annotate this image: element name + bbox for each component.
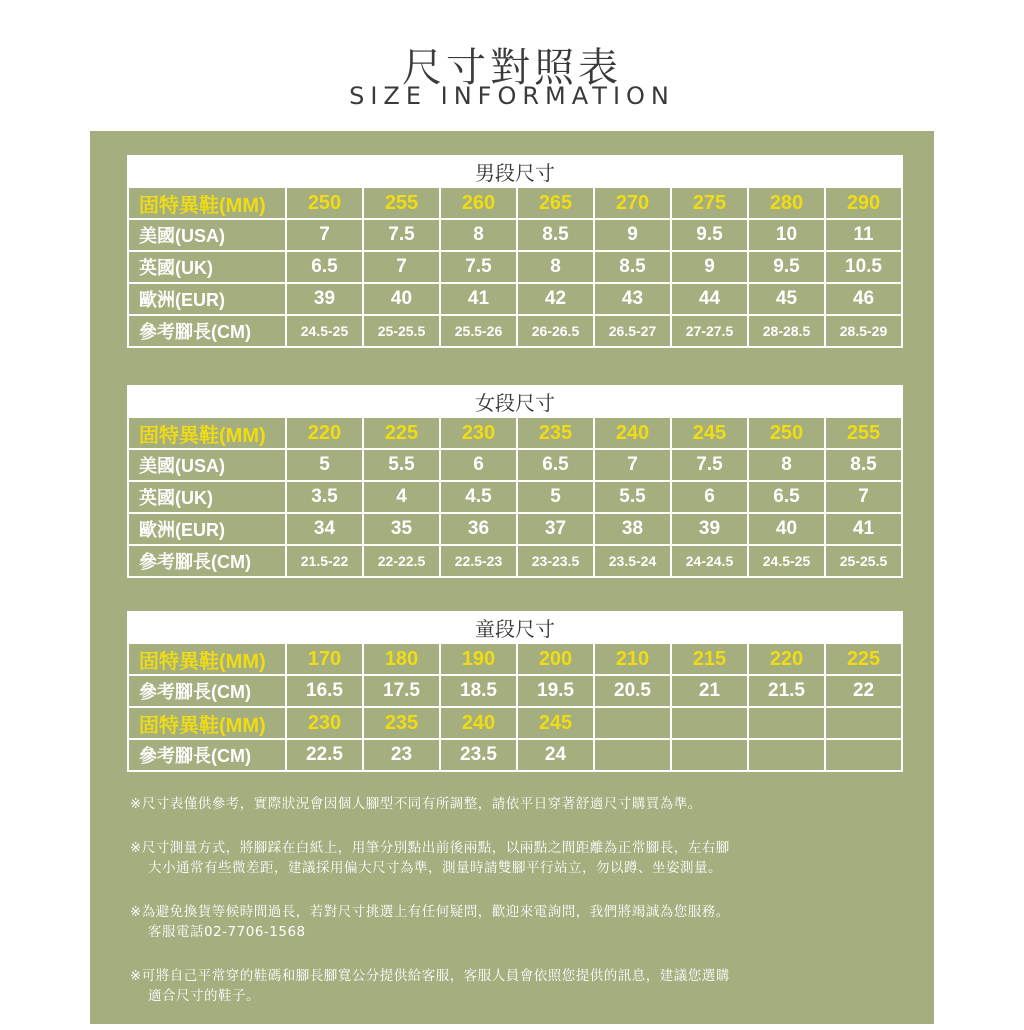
table-cell: 5 bbox=[286, 449, 363, 481]
table-cell: 235 bbox=[517, 417, 594, 449]
row-label: 英國(UK) bbox=[128, 481, 286, 513]
table-row bbox=[128, 481, 902, 513]
note-text: ※尺寸測量方式，將腳踩在白紙上，用筆分別點出前後兩點，以兩點之間距離為正常腳長，左右腳 bbox=[130, 840, 730, 856]
table-title: 男段尺寸 bbox=[128, 156, 902, 187]
table-cell: 11 bbox=[825, 219, 902, 251]
table-cell: 190 bbox=[440, 643, 517, 675]
table-cell: 280 bbox=[748, 187, 825, 219]
row-label: 參考腳長(CM) bbox=[128, 545, 286, 577]
table-cell bbox=[825, 739, 902, 771]
table-cell: 9 bbox=[671, 251, 748, 283]
table-cell: 10 bbox=[748, 219, 825, 251]
note-text: ※為避免換貨等候時間過長，若對尺寸挑選上有任何疑問，歡迎來電詢問，我們將竭誠為您服務。 bbox=[130, 904, 730, 920]
table-row bbox=[128, 449, 902, 481]
table-cell: 28.5-29 bbox=[825, 315, 902, 347]
table-cell: 18.5 bbox=[440, 675, 517, 707]
table-cell: 21.5-22 bbox=[286, 545, 363, 577]
table-cell: 39 bbox=[286, 283, 363, 315]
table-cell: 7 bbox=[594, 449, 671, 481]
table-cell: 6 bbox=[440, 449, 517, 481]
table-cell: 24.5-25 bbox=[748, 545, 825, 577]
table-cell: 250 bbox=[286, 187, 363, 219]
table-cell: 26-26.5 bbox=[517, 315, 594, 347]
table-cell: 26.5-27 bbox=[594, 315, 671, 347]
note-3 bbox=[130, 902, 890, 942]
table-cell: 8.5 bbox=[517, 219, 594, 251]
table-cell: 6.5 bbox=[748, 481, 825, 513]
women-size-table bbox=[127, 385, 903, 578]
table-row bbox=[128, 545, 902, 577]
table-row bbox=[128, 739, 902, 771]
table-cell: 22.5 bbox=[286, 739, 363, 771]
note-text: 客服電話02-7706-1568 bbox=[148, 924, 306, 940]
table-cell: 270 bbox=[594, 187, 671, 219]
table-cell: 17.5 bbox=[363, 675, 440, 707]
table-cell bbox=[671, 739, 748, 771]
table-cell: 24.5-25 bbox=[286, 315, 363, 347]
table-row bbox=[128, 417, 902, 449]
table-cell: 240 bbox=[440, 707, 517, 739]
table-cell: 240 bbox=[594, 417, 671, 449]
kids-size-table bbox=[127, 611, 903, 772]
note-text: ※尺寸表僅供參考，實際狀況會因個人腳型不同有所調整，請依平日穿著舒適尺寸購買為準。 bbox=[130, 796, 702, 812]
table-cell: 225 bbox=[363, 417, 440, 449]
table-cell: 8 bbox=[517, 251, 594, 283]
note-1 bbox=[130, 794, 890, 814]
table-cell: 39 bbox=[671, 513, 748, 545]
note-2 bbox=[130, 838, 890, 878]
table-row bbox=[128, 643, 902, 675]
row-label: 參考腳長(CM) bbox=[128, 675, 286, 707]
table-row bbox=[128, 219, 902, 251]
note-text: ※可將自己平常穿的鞋碼和腳長腳寬公分提供給客服，客服人員會依照您提供的訊息，建議您選購 bbox=[130, 968, 730, 984]
table-cell: 230 bbox=[286, 707, 363, 739]
note-text: 大小通常有些微差距，建議採用偏大尺寸為準，測量時請雙腳平行站立，勿以蹲、坐姿測量。 bbox=[148, 860, 722, 876]
table-cell: 7 bbox=[286, 219, 363, 251]
table-cell: 225 bbox=[825, 643, 902, 675]
table-cell: 220 bbox=[748, 643, 825, 675]
page-subtitle: SIZE INFORMATION bbox=[349, 82, 675, 110]
table-cell: 275 bbox=[671, 187, 748, 219]
table-cell: 9 bbox=[594, 219, 671, 251]
table-cell: 22.5-23 bbox=[440, 545, 517, 577]
table-cell: 6.5 bbox=[286, 251, 363, 283]
table-cell: 46 bbox=[825, 283, 902, 315]
page-title: 尺寸對照表 bbox=[402, 45, 622, 91]
table-cell: 23.5-24 bbox=[594, 545, 671, 577]
table-cell: 45 bbox=[748, 283, 825, 315]
table-title-row bbox=[128, 612, 902, 643]
table-cell: 265 bbox=[517, 187, 594, 219]
table-cell: 215 bbox=[671, 643, 748, 675]
table-cell: 290 bbox=[825, 187, 902, 219]
table-cell: 245 bbox=[671, 417, 748, 449]
table-cell: 210 bbox=[594, 643, 671, 675]
table-cell: 255 bbox=[825, 417, 902, 449]
table-cell: 38 bbox=[594, 513, 671, 545]
table-title-row bbox=[128, 156, 902, 187]
table-title: 童段尺寸 bbox=[128, 612, 902, 643]
row-label: 參考腳長(CM) bbox=[128, 739, 286, 771]
table-cell: 180 bbox=[363, 643, 440, 675]
table-cell bbox=[825, 707, 902, 739]
table-cell: 4.5 bbox=[440, 481, 517, 513]
row-label: 歐洲(EUR) bbox=[128, 283, 286, 315]
table-cell: 21.5 bbox=[748, 675, 825, 707]
table-cell: 6.5 bbox=[517, 449, 594, 481]
table-cell: 9.5 bbox=[671, 219, 748, 251]
table-cell bbox=[748, 707, 825, 739]
table-cell: 4 bbox=[363, 481, 440, 513]
table-cell: 43 bbox=[594, 283, 671, 315]
row-label: 參考腳長(CM) bbox=[128, 315, 286, 347]
table-cell: 250 bbox=[748, 417, 825, 449]
table-cell: 260 bbox=[440, 187, 517, 219]
table-row bbox=[128, 513, 902, 545]
table-cell: 22 bbox=[825, 675, 902, 707]
row-label: 歐洲(EUR) bbox=[128, 513, 286, 545]
table-cell: 5.5 bbox=[363, 449, 440, 481]
table-cell: 7.5 bbox=[671, 449, 748, 481]
row-label: 固特異鞋(MM) bbox=[128, 643, 286, 675]
table-cell: 7.5 bbox=[440, 251, 517, 283]
table-cell: 255 bbox=[363, 187, 440, 219]
table-cell: 25-25.5 bbox=[825, 545, 902, 577]
table-cell: 22-22.5 bbox=[363, 545, 440, 577]
row-label: 美國(USA) bbox=[128, 219, 286, 251]
table-cell: 25-25.5 bbox=[363, 315, 440, 347]
table-row bbox=[128, 315, 902, 347]
row-label: 英國(UK) bbox=[128, 251, 286, 283]
table-cell: 245 bbox=[517, 707, 594, 739]
table-cell: 28-28.5 bbox=[748, 315, 825, 347]
table-cell: 5 bbox=[517, 481, 594, 513]
table-cell: 230 bbox=[440, 417, 517, 449]
table-cell: 220 bbox=[286, 417, 363, 449]
row-label: 固特異鞋(MM) bbox=[128, 417, 286, 449]
table-cell: 27-27.5 bbox=[671, 315, 748, 347]
table-cell: 23.5 bbox=[440, 739, 517, 771]
table-cell: 25.5-26 bbox=[440, 315, 517, 347]
table-cell: 44 bbox=[671, 283, 748, 315]
table-row bbox=[128, 675, 902, 707]
table-row bbox=[128, 251, 902, 283]
table-cell: 34 bbox=[286, 513, 363, 545]
row-label: 固特異鞋(MM) bbox=[128, 707, 286, 739]
table-title-row bbox=[128, 386, 902, 417]
table-cell: 8.5 bbox=[594, 251, 671, 283]
table-cell: 21 bbox=[671, 675, 748, 707]
table-cell: 7 bbox=[825, 481, 902, 513]
table-cell: 37 bbox=[517, 513, 594, 545]
table-cell: 41 bbox=[440, 283, 517, 315]
table-cell bbox=[594, 739, 671, 771]
table-cell: 7.5 bbox=[363, 219, 440, 251]
table-cell: 10.5 bbox=[825, 251, 902, 283]
table-cell: 24 bbox=[517, 739, 594, 771]
table-cell bbox=[594, 707, 671, 739]
table-cell: 41 bbox=[825, 513, 902, 545]
table-cell: 8 bbox=[748, 449, 825, 481]
table-cell: 235 bbox=[363, 707, 440, 739]
table-row bbox=[128, 707, 902, 739]
table-cell: 16.5 bbox=[286, 675, 363, 707]
table-cell: 40 bbox=[363, 283, 440, 315]
table-cell bbox=[671, 707, 748, 739]
table-cell: 20.5 bbox=[594, 675, 671, 707]
table-cell: 200 bbox=[517, 643, 594, 675]
notes bbox=[130, 794, 890, 1030]
table-cell: 5.5 bbox=[594, 481, 671, 513]
table-cell: 9.5 bbox=[748, 251, 825, 283]
table-cell: 42 bbox=[517, 283, 594, 315]
row-label: 固特異鞋(MM) bbox=[128, 187, 286, 219]
table-cell: 35 bbox=[363, 513, 440, 545]
table-cell: 8 bbox=[440, 219, 517, 251]
table-cell: 19.5 bbox=[517, 675, 594, 707]
table-cell: 23-23.5 bbox=[517, 545, 594, 577]
table-row bbox=[128, 187, 902, 219]
note-4 bbox=[130, 966, 890, 1006]
table-cell: 7 bbox=[363, 251, 440, 283]
table-cell: 24-24.5 bbox=[671, 545, 748, 577]
men-size-table bbox=[127, 155, 903, 348]
note-text: 適合尺寸的鞋子。 bbox=[148, 988, 260, 1004]
table-cell: 23 bbox=[363, 739, 440, 771]
table-row bbox=[128, 283, 902, 315]
table-title: 女段尺寸 bbox=[128, 386, 902, 417]
table-cell: 8.5 bbox=[825, 449, 902, 481]
table-cell bbox=[748, 739, 825, 771]
table-cell: 40 bbox=[748, 513, 825, 545]
row-label: 美國(USA) bbox=[128, 449, 286, 481]
table-cell: 170 bbox=[286, 643, 363, 675]
table-cell: 6 bbox=[671, 481, 748, 513]
table-cell: 3.5 bbox=[286, 481, 363, 513]
table-cell: 36 bbox=[440, 513, 517, 545]
